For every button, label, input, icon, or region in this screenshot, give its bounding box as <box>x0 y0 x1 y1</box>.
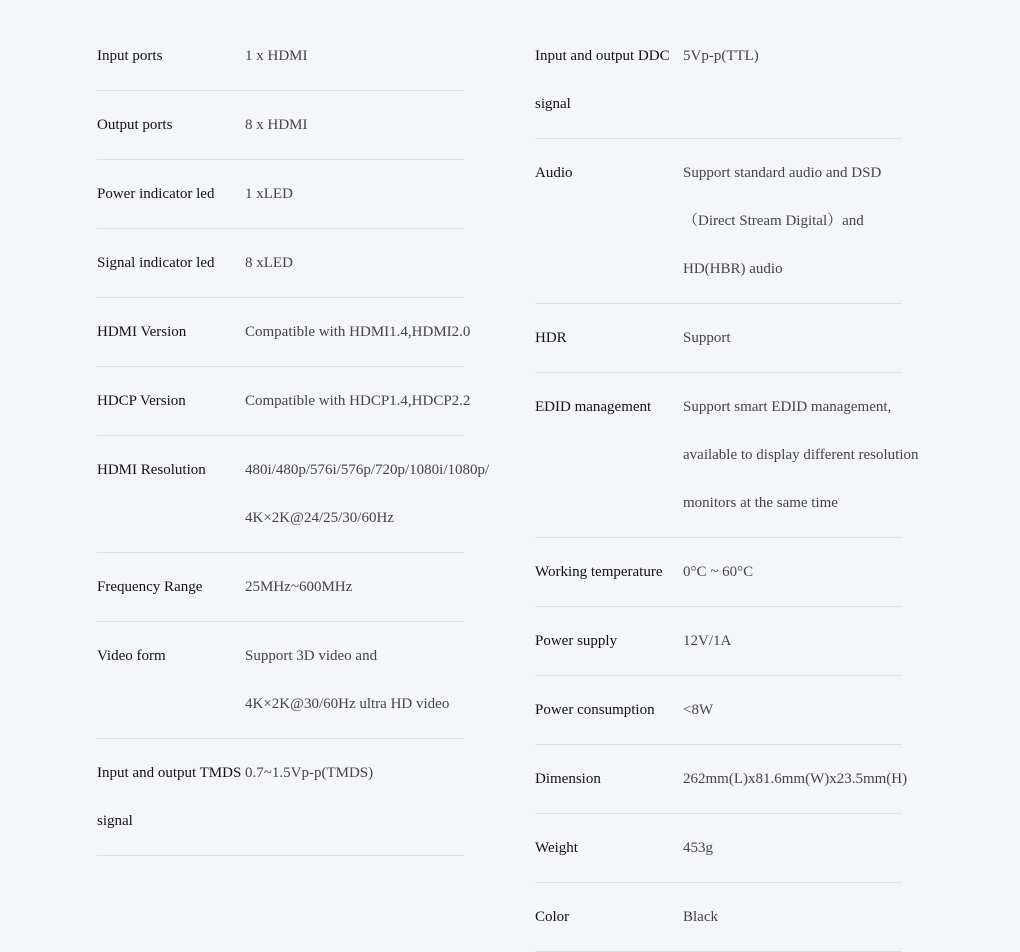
spec-label-line: Input ports <box>97 48 163 64</box>
spec-label-line: Output ports <box>97 117 173 133</box>
spec-row-power-supply <box>535 607 902 676</box>
spec-value <box>683 149 902 293</box>
spec-value-line: （Direct Stream Digital）and <box>683 213 864 229</box>
spec-row-weight <box>535 814 902 883</box>
spec-value-line: 4K×2K@30/60Hz ultra HD video <box>245 696 450 712</box>
spec-value-line: 1 x HDMI <box>245 48 308 64</box>
spec-label-line: Dimension <box>535 771 601 787</box>
spec-table-right <box>535 22 919 952</box>
spec-value-line: 480i/480p/576i/576p/720p/1080i/1080p/ <box>245 462 490 478</box>
spec-label-line: Input and output TMDS <box>97 765 242 781</box>
spec-value <box>245 377 470 425</box>
spec-value <box>683 686 902 734</box>
spec-row-input-and-output-tmds-signal <box>97 739 464 856</box>
spec-label <box>535 32 683 128</box>
spec-label <box>535 686 683 734</box>
spec-label-line: HDMI Version <box>97 324 187 340</box>
spec-value-line: 5Vp-p(TTL) <box>683 48 759 64</box>
spec-label <box>97 308 245 356</box>
spec-value-line: 0.7~1.5Vp-p(TMDS) <box>245 765 374 781</box>
spec-value-line: 8 xLED <box>245 255 293 271</box>
spec-label-line: Input and output DDC <box>535 48 670 64</box>
spec-label-line: HDR <box>535 330 567 346</box>
spec-label-line: signal <box>97 813 133 829</box>
spec-value-line: Compatible with HDCP1.4,HDCP2.2 <box>245 393 471 409</box>
spec-value-line: 0°C ~ 60°C <box>683 564 754 580</box>
spec-value <box>683 824 902 872</box>
spec-row-dimension <box>535 745 908 814</box>
spec-value-line: Support 3D video and <box>245 648 378 664</box>
spec-label-line: Audio <box>535 165 573 181</box>
spec-label <box>97 632 245 680</box>
spec-label <box>97 32 245 80</box>
spec-label-line: Video form <box>97 648 166 664</box>
spec-label <box>97 377 245 425</box>
spec-value <box>245 632 464 728</box>
spec-value-line: Support smart EDID management, <box>683 399 892 415</box>
spec-value-line: Support standard audio and DSD <box>683 165 882 181</box>
spec-value-line: 1 xLED <box>245 186 293 202</box>
spec-value-line: Support <box>683 330 731 346</box>
spec-label <box>535 548 683 596</box>
spec-value <box>245 749 464 797</box>
spec-label-line: Frequency Range <box>97 579 203 595</box>
spec-value <box>683 383 919 527</box>
spec-value <box>245 101 464 149</box>
spec-row-output-ports <box>97 91 464 160</box>
spec-value <box>683 755 907 803</box>
spec-value-line: monitors at the same time <box>683 495 838 511</box>
spec-row-hdr <box>535 304 902 373</box>
spec-label-line: Color <box>535 909 570 925</box>
spec-value <box>683 314 902 362</box>
spec-value-line: 25MHz~600MHz <box>245 579 353 595</box>
spec-label <box>535 755 683 803</box>
spec-value <box>245 239 464 287</box>
spec-value <box>245 308 470 356</box>
spec-label <box>535 617 683 665</box>
spec-value-line: <8W <box>683 702 714 718</box>
spec-value <box>683 617 902 665</box>
spec-label-line: Signal indicator led <box>97 255 215 271</box>
spec-label-line: Working temperature <box>535 564 663 580</box>
spec-label <box>97 101 245 149</box>
spec-label <box>97 170 245 218</box>
spec-label-line: HDCP Version <box>97 393 186 409</box>
spec-value <box>683 32 902 80</box>
spec-row-input-ports <box>97 22 464 91</box>
spec-value-line: Black <box>683 909 718 925</box>
spec-label-line: signal <box>535 96 571 112</box>
spec-value-line: 453g <box>683 840 713 856</box>
spec-label <box>97 563 245 611</box>
spec-row-power-consumption <box>535 676 902 745</box>
spec-row-working-temperature <box>535 538 902 607</box>
spec-value <box>245 446 489 542</box>
spec-value-line: 4K×2K@24/25/30/60Hz <box>245 510 394 526</box>
spec-value-line: 8 x HDMI <box>245 117 308 133</box>
spec-row-color <box>535 883 902 952</box>
spec-label-line: Power supply <box>535 633 618 649</box>
spec-label <box>97 239 245 287</box>
spec-label-line: EDID management <box>535 399 652 415</box>
spec-value-line: available to display different resolution <box>683 447 919 463</box>
spec-label <box>535 893 683 941</box>
spec-label <box>535 824 683 872</box>
spec-value-line: Compatible with HDMI1.4,HDMI2.0 <box>245 324 471 340</box>
spec-row-hdcp-version <box>97 367 471 436</box>
spec-table-left <box>97 22 490 856</box>
spec-value <box>683 548 902 596</box>
spec-label <box>535 149 683 197</box>
spec-row-edid-management <box>535 373 919 538</box>
spec-value-line: HD(HBR) audio <box>683 261 783 277</box>
spec-label <box>97 749 245 845</box>
spec-label-line: Power indicator led <box>97 186 215 202</box>
spec-row-audio <box>535 139 902 304</box>
spec-row-input-and-output-ddc-signal <box>535 22 902 139</box>
spec-value <box>245 170 464 218</box>
spec-row-hdmi-resolution <box>97 436 490 553</box>
spec-row-signal-indicator-led <box>97 229 464 298</box>
spec-value-line: 12V/1A <box>683 633 732 649</box>
spec-label <box>97 446 245 494</box>
spec-row-video-form <box>97 622 464 739</box>
spec-value <box>245 563 464 611</box>
spec-label-line: Power consumption <box>535 702 655 718</box>
spec-label-line: HDMI Resolution <box>97 462 206 478</box>
spec-row-hdmi-version <box>97 298 471 367</box>
spec-value-line: 262mm(L)x81.6mm(W)x23.5mm(H) <box>683 771 908 787</box>
spec-label <box>535 383 683 431</box>
spec-row-frequency-range <box>97 553 464 622</box>
spec-label-line: Weight <box>535 840 578 856</box>
spec-row-power-indicator-led <box>97 160 464 229</box>
spec-value <box>245 32 464 80</box>
spec-value <box>683 893 902 941</box>
spec-label <box>535 314 683 362</box>
